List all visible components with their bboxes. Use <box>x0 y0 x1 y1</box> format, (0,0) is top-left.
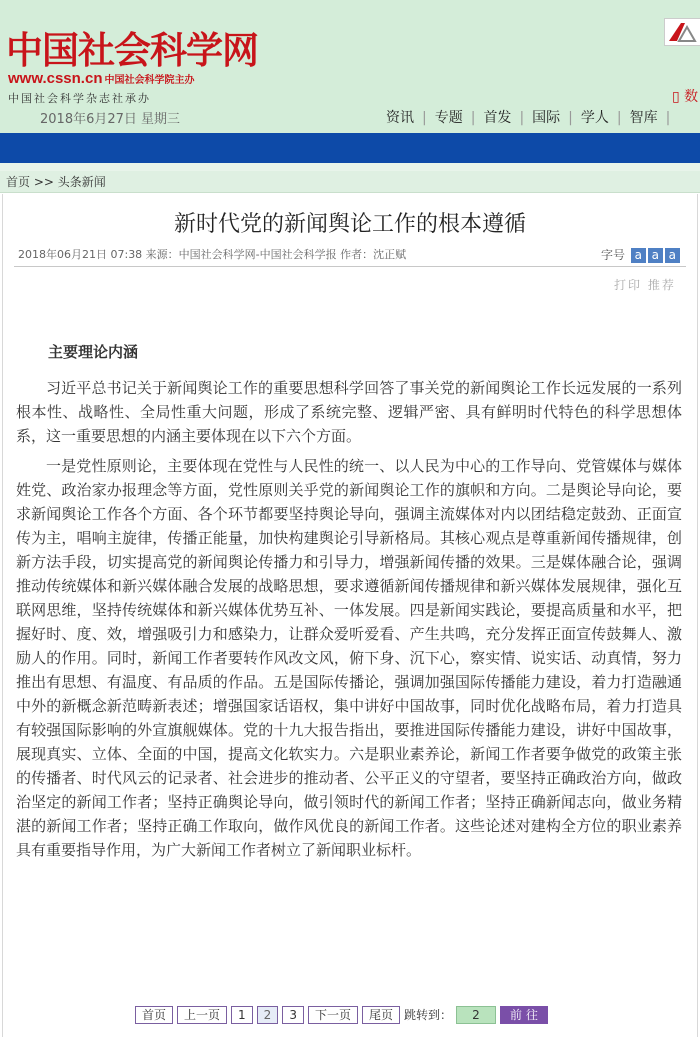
site-header <box>0 0 700 133</box>
breadcrumb-home[interactable]: 首页 <box>6 175 31 189</box>
page-3-button[interactable]: 3 <box>282 1006 304 1024</box>
section-heading: 主要理论内涵 <box>48 343 139 361</box>
font-size-small-button[interactable]: a <box>665 248 680 263</box>
breadcrumb-section[interactable]: 头条新闻 <box>57 175 106 189</box>
last-page-button[interactable]: 尾页 <box>362 1006 400 1024</box>
nav-item-scholars[interactable]: 学人 <box>580 110 609 126</box>
publisher-text: 中国社会科学杂志社承办 <box>8 92 151 105</box>
article-body <box>16 340 682 868</box>
go-button[interactable]: 前 往 <box>500 1006 548 1024</box>
site-url-sub: 中国社会科学院主办 <box>104 75 195 86</box>
corner-link[interactable] <box>672 86 698 106</box>
nav-bar <box>0 133 700 163</box>
site-logo[interactable]: 中国社会科学网 <box>6 28 258 72</box>
nav-item-news[interactable]: 资讯 <box>386 110 414 126</box>
breadcrumb <box>0 171 700 193</box>
font-size-medium-button[interactable]: a <box>648 248 663 263</box>
site-url-text: www.cssn.cn <box>8 70 103 87</box>
page-2-current: 2 <box>257 1006 279 1024</box>
article-paragraph: 一是党性原则论，主要体现在党性与人民性的统一、以人民为中心的工作导向、党管媒体与媒体姓党、政治家办报理念等方面，党性原则关乎党的新闻舆论工作的旗帜和方向。二是舆论导向论，要求新闻舆论工作各个方面、各个环节都要坚持舆论导向，强调主流媒体对内以团结稳定鼓劲、正面宣传为主，唱响主旋律，传播正能量，加快构建舆论引导新格局。其核心观点是尊重新闻传播规律，创新方法手段，切实提高党的新闻舆论传播力和引导力，增强新闻传播的效果。三是媒体融合论，强调推动传统媒体和新兴媒体融合发展的战略思想，要求遵循新闻传播规律和新兴媒体发展规律，强化互联网思维，坚持传统媒体和新兴媒体优势互补、一体发展。四是新闻实践论，要提高质量和水平，把握好时、度、效，增强吸引力和感染力，让群众爱听爱看、产生共鸣，充分发挥正面宣传鼓舞人、激励人的作用。同时，新闻工作者要转作风改文风，俯下身、沉下心，察实情、说实话、动真情，努力推出有思想、有温度、有品质的作品。五是国际传播论，强调加强国际传播能力建设，着力打造融通中外的新概念新范畴新表述；增强国家话语权，集中讲好中国故事，同时优化战略布局，着力打造具有较强国际影响的外宣旗舰媒体。党的十九大报告指出，要推进国际传播能力建设，讲好中国故事，展现真实、立体、全面的中国，提高文化软实力。六是职业素养论，新闻工作者要争做党的政策主张的传播者、时代风云的记录者、社会进步的推动者、公平正义的守望者，要坚持正确政治方向，做政治坚定的新闻工作者；坚持正确舆论导向，做引领时代的新闻工作者；坚持正确新闻志向，做业务精湛的新闻工作者；坚持正确工作取向，做作风优良的新闻工作者。这些论述对建构全方位的职业素养具有重要指导作用，为广大新闻工作者树立了新闻职业标杆。 <box>16 457 682 859</box>
font-size-large-button[interactable]: a <box>631 248 646 263</box>
breadcrumb-separator: >> <box>33 175 54 189</box>
font-size-control <box>601 246 680 263</box>
nav-item-international[interactable]: 国际 <box>532 110 561 126</box>
jump-label: 跳转到： <box>403 1008 452 1022</box>
article-paragraph: 习近平总书记关于新闻舆论工作的重要思想科学回答了事关党的新闻舆论工作长远发展的一系列根本性、战略性、全局性重大问题，形成了系统完整、逻辑严密、具有鲜明时代特色的科学思想体系，这一重要思想的内涵主要体现在以下六个方面。 <box>16 379 682 445</box>
prev-page-button[interactable]: 上一页 <box>177 1006 227 1024</box>
corner-link-label: 数 <box>684 89 699 105</box>
nav-item-think-tank[interactable]: 智库 <box>629 110 658 126</box>
article-meta: 2018年06月21日 07:38 来源：中国社会科学网-中国社会科学报 作者：沈正赋 <box>18 248 407 261</box>
header-strip <box>0 163 700 171</box>
nav-separator: | <box>616 110 622 126</box>
nav-item-topics[interactable]: 专题 <box>434 110 463 126</box>
jump-page-input[interactable]: 2 <box>456 1006 496 1024</box>
title-divider <box>14 266 686 267</box>
nav-separator: | <box>422 110 427 126</box>
main-nav <box>378 107 670 127</box>
nav-separator: | <box>665 110 671 126</box>
partner-logo[interactable] <box>664 18 700 46</box>
article-tools[interactable]: 打印 推荐 <box>614 278 676 292</box>
nav-item-first-release[interactable]: 首发 <box>483 110 512 126</box>
nav-separator: | <box>519 110 525 126</box>
site-url[interactable] <box>8 70 194 87</box>
header-date: 2018年6月27日 星期三 <box>40 112 181 127</box>
article-title: 新时代党的新闻舆论工作的根本遵循 <box>173 212 526 237</box>
next-page-button[interactable]: 下一页 <box>308 1006 358 1024</box>
font-size-label: 字号 <box>601 248 626 262</box>
first-page-button[interactable]: 首页 <box>135 1006 173 1024</box>
partner-logo-icon <box>665 19 700 45</box>
nav-separator: | <box>568 110 573 126</box>
pagination <box>135 1006 548 1024</box>
nav-separator: | <box>470 110 476 126</box>
page-1-button[interactable]: 1 <box>231 1006 253 1024</box>
document-icon: ▯ <box>672 89 680 105</box>
